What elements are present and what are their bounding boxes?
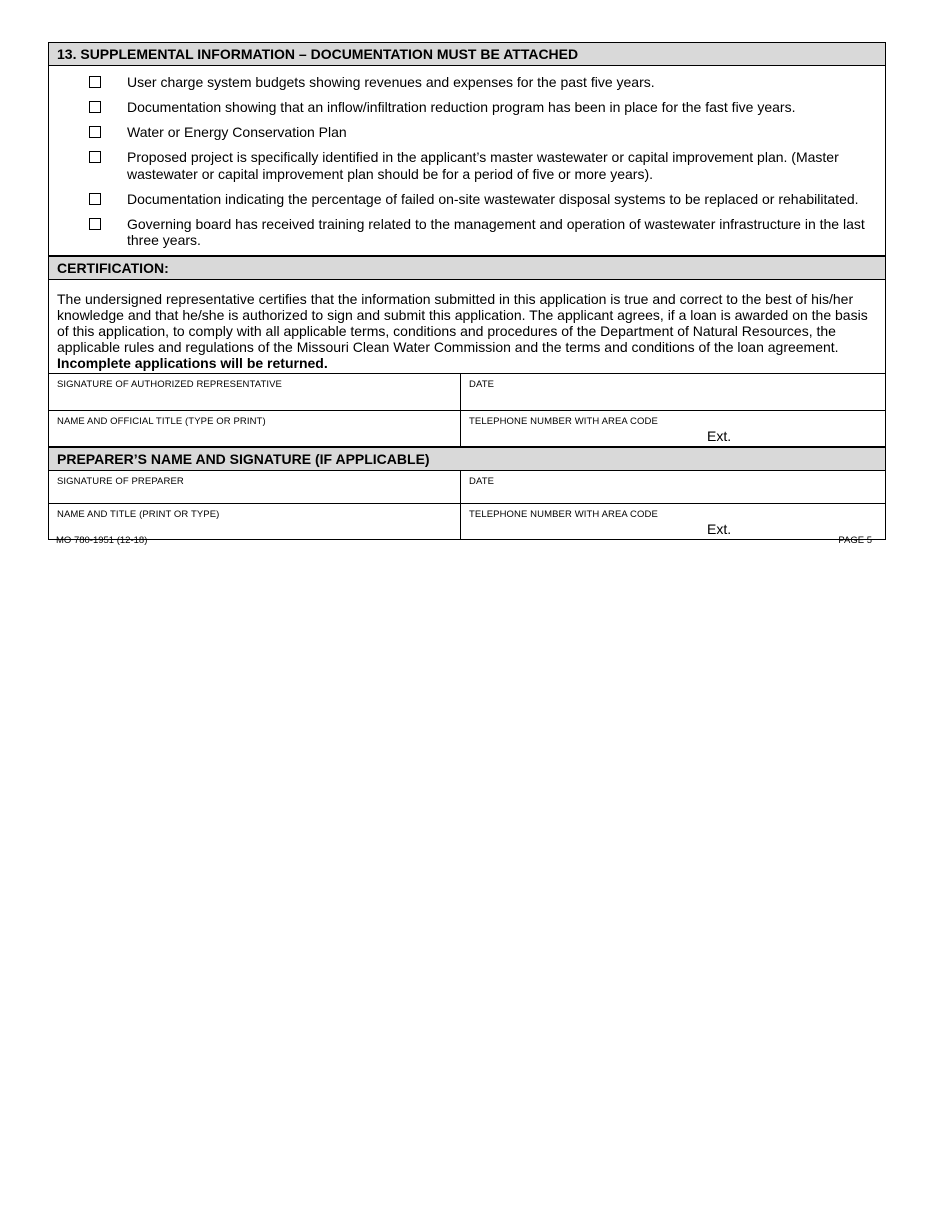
representative-phone-cell [461,411,885,446]
field-label: DATE [469,378,495,390]
incomplete-warning: Incomplete applications will be returned. [57,355,328,372]
checkbox-master-plan[interactable] [89,151,101,163]
checkbox-user-charge-budgets[interactable] [89,76,101,88]
list-item [49,124,885,141]
preparer-signature-field[interactable] [57,487,452,501]
checkbox-conservation-plan[interactable] [89,126,101,138]
preparer-header: PREPARER’S NAME AND SIGNATURE (IF APPLICABLE) [49,446,885,471]
field-label: SIGNATURE OF AUTHORIZED REPRESENTATIVE [57,378,282,390]
page-number: PAGE 5 [838,535,872,546]
certification-header: CERTIFICATION: [49,255,885,280]
supplemental-info-list [49,66,885,255]
application-form [48,42,886,540]
field-label: DATE [469,475,495,487]
preparer-name-cell [49,504,461,539]
list-item [49,191,885,208]
representative-phone-field[interactable] [469,430,715,444]
certification-statement [49,280,885,374]
checkbox-failed-onsite-systems[interactable] [89,193,101,205]
list-item [49,216,885,249]
list-item [49,149,885,182]
certification-name-row [49,411,885,446]
preparer-signature-cell [49,471,461,503]
field-label: SIGNATURE OF PREPARER [57,475,184,487]
ext-label: Ext. [707,427,732,444]
representative-ext-field[interactable] [737,430,877,444]
preparer-date-field[interactable] [469,487,877,501]
list-item [49,99,885,116]
preparer-signature-row [49,471,885,504]
list-item [49,74,885,91]
representative-name-cell [49,411,461,446]
representative-name-title-field[interactable] [57,430,452,444]
checkbox-label: Documentation showing that an inflow/infiltration reduction program has been in place for the fast five years. [127,99,796,115]
certification-signature-row [49,374,885,411]
representative-signature-field[interactable] [57,394,452,408]
checkbox-label: Governing board has received training related to the management and operation of wastewater infrastructure in the last three years. [127,215,865,248]
preparer-date-cell [461,471,885,503]
checkbox-label: Proposed project is specifically identified in the applicant’s master wastewater or capital improvement plan. (Master wastewater or capital improvement plan should be for a period of five or more years). [127,149,839,182]
certification-date-field[interactable] [469,394,877,408]
field-label: TELEPHONE NUMBER WITH AREA CODE [469,508,658,520]
certification-date-cell [461,374,885,410]
checkbox-inflow-infiltration[interactable] [89,101,101,113]
representative-signature-cell [49,374,461,410]
preparer-name-row [49,504,885,539]
checkbox-label: Documentation indicating the percentage of failed on-site wastewater disposal systems to be replaced or rehabilitated. [127,190,859,207]
field-label: NAME AND TITLE (PRINT OR TYPE) [57,508,220,520]
checkbox-label: User charge system budgets showing revenues and expenses for the past five years. [127,74,655,90]
form-number: MO 780-1951 (12-18) [56,535,148,546]
checkbox-board-training[interactable] [89,218,101,230]
certification-text: The undersigned representative certifies that the information submitted in this application is true and correct to the best of his/her knowledge and that he/she is authorized to sign and submit this application. The applicant agrees, if a loan is awarded on the basis of this application, to comply with all applicable terms, conditions and procedures of the Department of Natural Resources, the applicable rules and regulations of the Missouri Clean Water Commission and the terms and conditions of the loan agreement. [57,290,868,356]
supplemental-info-header: 13. SUPPLEMENTAL INFORMATION – DOCUMENTATION MUST BE ATTACHED [49,43,885,66]
preparer-phone-cell [461,504,885,539]
field-label: TELEPHONE NUMBER WITH AREA CODE [469,415,658,427]
field-label: NAME AND OFFICIAL TITLE (TYPE OR PRINT) [57,415,266,427]
ext-label: Ext. [707,520,732,537]
checkbox-label: Water or Energy Conservation Plan [127,124,347,140]
preparer-phone-field[interactable] [469,523,715,537]
